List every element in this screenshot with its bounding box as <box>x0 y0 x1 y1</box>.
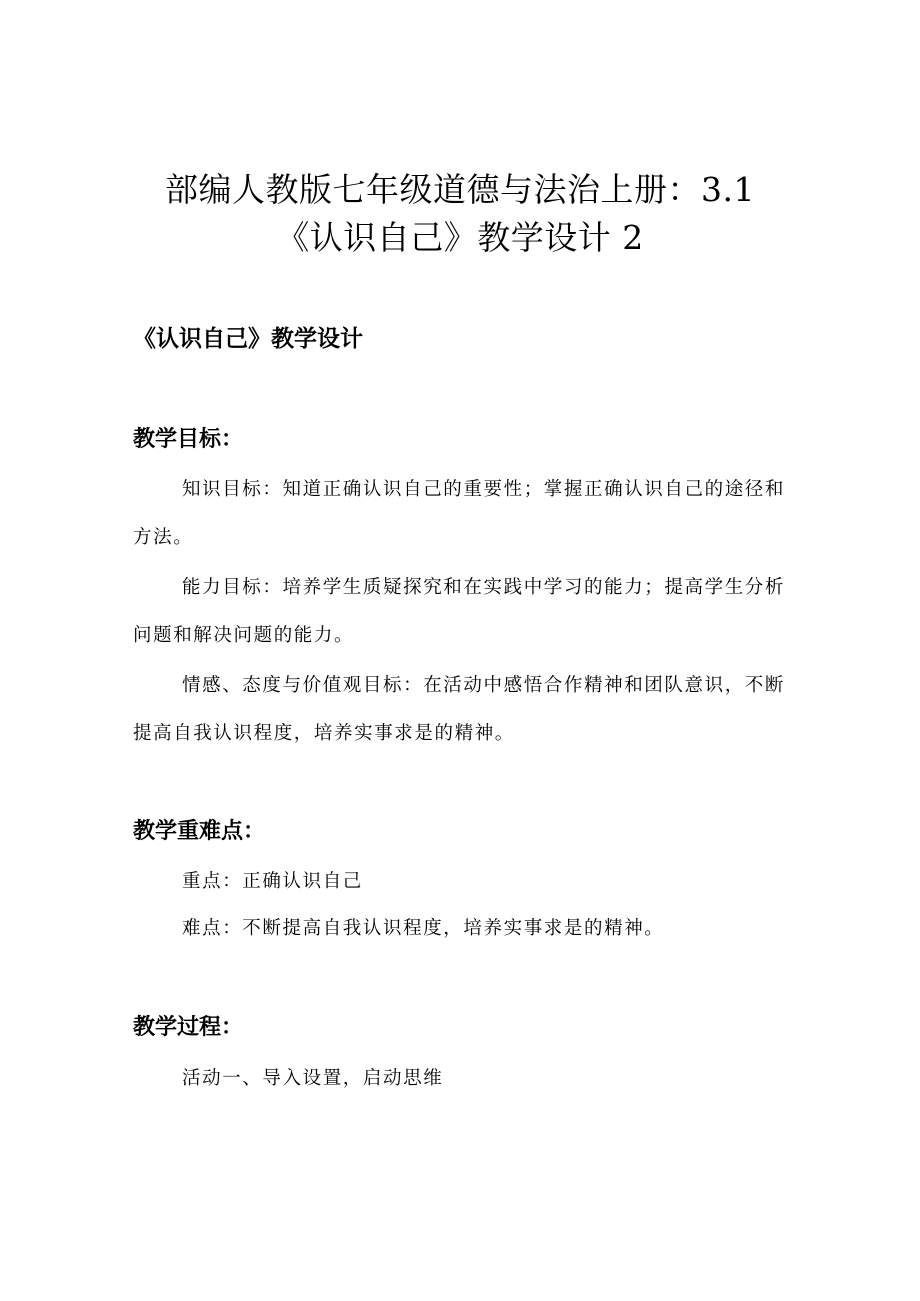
document-subtitle: 《认识自己》教学设计 <box>133 326 363 352</box>
key-points-heading: 教学重难点： <box>133 819 266 844</box>
objectives-heading: 教学目标： <box>133 427 244 452</box>
emotion-objective-paragraph: 情感、态度与价值观目标：在活动中感悟合作精神和团队意识，不断提高自我认识程度，培养实事求是的精神。 <box>133 675 786 744</box>
knowledge-objective-paragraph: 知识目标：知道正确认识自己的重要性；掌握正确认识自己的途径和方法。 <box>133 479 786 548</box>
difficulty-point-line: 难点：不断提高自我认识程度，培养实事求是的精神。 <box>182 918 665 939</box>
process-heading: 教学过程： <box>133 1015 244 1040</box>
document-title-line-2: 《认识自己》教学设计 2 <box>276 218 644 257</box>
activity-one-line: 活动一、导入设置，启动思维 <box>182 1068 444 1089</box>
document-title-line-1: 部编人教版七年级道德与法治上册：3.1 <box>165 170 755 209</box>
ability-objective-paragraph: 能力目标：培养学生质疑探究和在实践中学习的能力；提高学生分析问题和解决问题的能力。 <box>133 577 786 646</box>
focus-point-line: 重点：正确认识自己 <box>182 871 363 892</box>
